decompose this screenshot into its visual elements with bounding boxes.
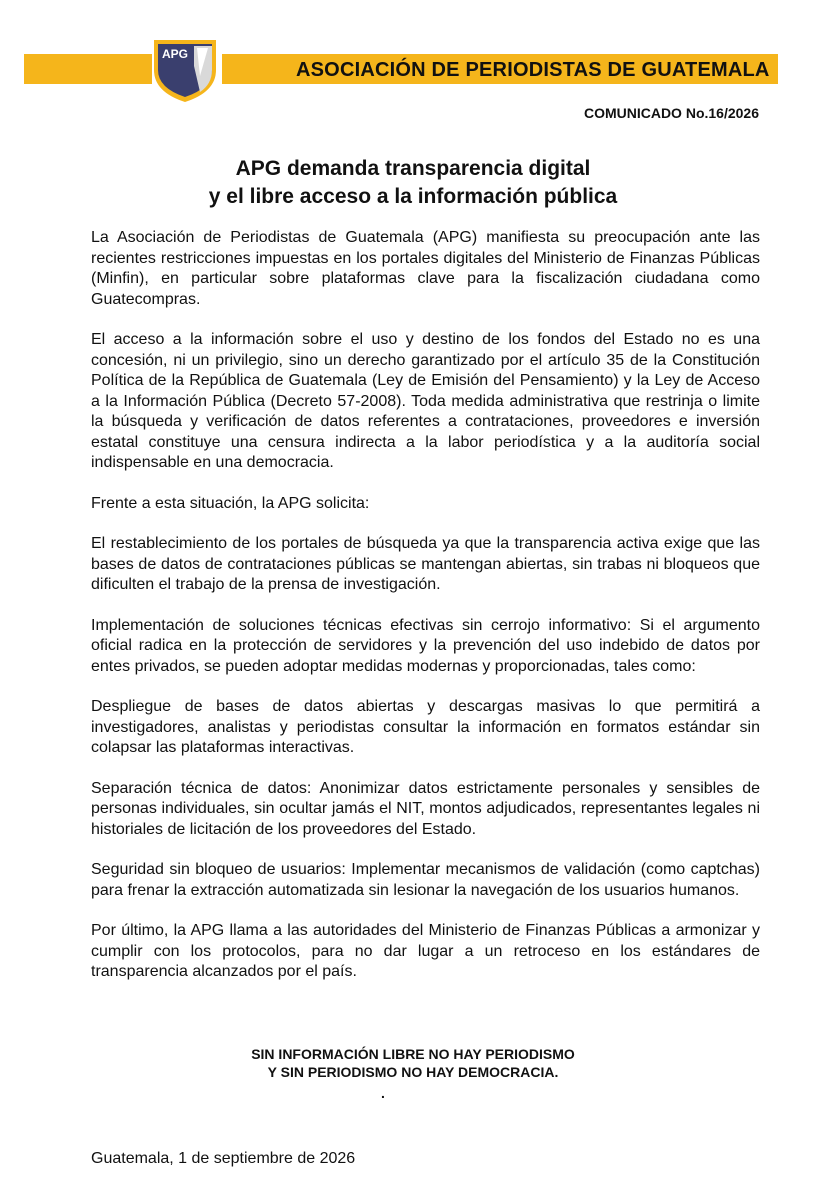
apg-shield-logo [150, 36, 220, 104]
comunicado-number: COMUNICADO No.16/2026 [583, 105, 759, 121]
svg-text:APG: APG [162, 47, 189, 61]
title-line-2: y el libre acceso a la información pública [208, 185, 618, 208]
closing-slogan [100, 1045, 726, 1081]
paragraph-seguridad: Seguridad sin bloqueo de usuarios: Implementar mecanismos de validación (como captchas) para frenar la extracción automatizada sin lesionar la navegación de los usuarios humanos. [91, 861, 760, 899]
organization-name: ASOCIACIÓN DE PERIODISTAS DE GUATEMALA [296, 59, 770, 81]
paragraph-implementacion: Implementación de soluciones técnicas efectivas sin cerrojo informativo: Si el argumento oficial radica en la protección de servidores y la prevención del uso indebido de datos por entes privados, se pueden adoptar medidas modernas y proporcionadas, tales como: [91, 616, 760, 675]
slogan-dot: . [381, 1085, 385, 1101]
paragraph-derecho: El acceso a la información sobre el uso y destino de los fondos del Estado no es una concesión, ni un privilegio, sino un derecho garantizado por el artículo 35 de la Constitución Política de la República de Guatemala (Ley de Emisión del Pensamiento) y la Ley de Acceso a la Información Pública (Decreto 57-2008). Toda medida administrativa que restrinja o limite la búsqueda y verificación de datos referentes a contrataciones, proveedores e inversión estatal constituye una censura indirecta a la labor periodística y a la auditoría social indispensable en una democracia. [91, 331, 760, 471]
paragraph-separacion: Separación técnica de datos: Anonimizar datos estrictamente personales y sensibles de personas individuales, sin ocultar jamás el NIT, montos adjudicados, representantes legales ni historiales de licitación de los proveedores del Estado. [91, 779, 760, 838]
title-line-1: APG demanda transparencia digital [235, 157, 591, 180]
dateline: Guatemala, 1 de septiembre de 2026 [91, 1150, 356, 1167]
slogan-line-2: Y SIN PERIODISMO NO HAY DEMOCRACIA. [267, 1064, 559, 1080]
document-body [91, 228, 760, 1003]
paragraph-despliegue: Despliegue de bases de datos abiertas y descargas masivas lo que permitirá a investigadores, analistas y periodistas consultar la información en formatos estándar sin colapsar las plataformas interactivas. [91, 698, 760, 756]
paragraph-solicita: Frente a esta situación, la APG solicita: [91, 494, 370, 512]
letterhead [0, 0, 826, 110]
document-title [100, 155, 726, 211]
paragraph-intro: La Asociación de Periodistas de Guatemala (APG) manifiesta su preocupación ante las recientes restricciones impuestas en los portales digitales del Ministerio de Finanzas Públicas (Minfin), en particular sobre plataformas clave para la fiscalización ciudadana como Guatecompras. [91, 229, 760, 308]
paragraph-restablecimiento: El restablecimiento de los portales de búsqueda ya que la transparencia activa exige que las bases de datos de contrataciones públicas se mantengan abiertas, sin trabas ni bloqueos que dificulten el trabajo de la prensa de investigación. [91, 535, 760, 593]
slogan-line-1: SIN INFORMACIÓN LIBRE NO HAY PERIODISMO [251, 1046, 575, 1062]
paragraph-conclusion: Por último, la APG llama a las autoridades del Ministerio de Finanzas Públicas a armonizar y cumplir con los protocolos, para no dar lugar a un retroceso en los estándares de transparencia alcanzados por el país. [91, 922, 760, 980]
letterhead-band-left [24, 54, 152, 84]
